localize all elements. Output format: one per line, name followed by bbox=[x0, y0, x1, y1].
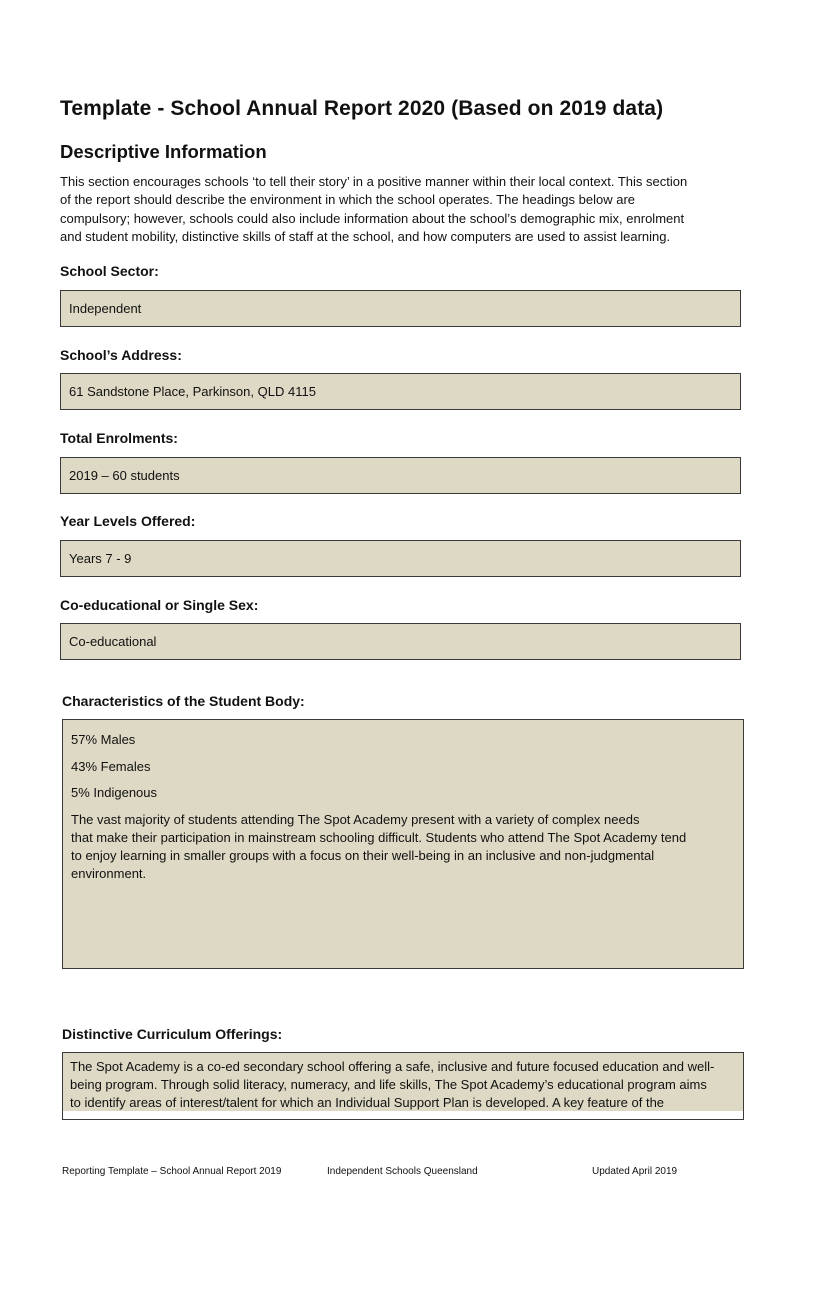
school-address-field[interactable]: 61 Sandstone Place, Parkinson, QLD 4115 bbox=[60, 373, 741, 410]
year-levels-field[interactable]: Years 7 - 9 bbox=[60, 540, 741, 577]
footer-left: Reporting Template – School Annual Report 2019 bbox=[62, 1166, 282, 1177]
curriculum-label: Distinctive Curriculum Offerings: bbox=[62, 1026, 283, 1042]
section-title: Descriptive Information bbox=[60, 141, 267, 162]
school-sector-field[interactable]: Independent bbox=[60, 290, 741, 327]
student-body-field[interactable] bbox=[62, 719, 744, 969]
student-body-line: environment. bbox=[71, 865, 147, 881]
footer-right: Updated April 2019 bbox=[592, 1166, 678, 1177]
curriculum-paragraph bbox=[63, 1053, 743, 1111]
page-title: Template - School Annual Report 2020 (Based on 2019 data) bbox=[60, 97, 664, 120]
curriculum-line: The Spot Academy is a co-ed secondary school offering a safe, inclusive and future focused education and well- bbox=[70, 1059, 715, 1074]
intro-line: and student mobility, distinctive skills of staff at the school, and how computers are used to assist learning. bbox=[60, 228, 671, 244]
stat-indigenous: 5% Indigenous bbox=[71, 785, 158, 800]
student-body-label: Characteristics of the Student Body: bbox=[62, 693, 305, 709]
student-body-line: to enjoy learning in smaller groups with a focus on their well-being in an inclusive and non-judgmental bbox=[71, 847, 655, 863]
intro-paragraph bbox=[60, 173, 740, 246]
footer-center: Independent Schools Queensland bbox=[327, 1166, 478, 1177]
year-levels-label: Year Levels Offered: bbox=[60, 513, 196, 529]
coed-field[interactable]: Co-educational bbox=[60, 623, 741, 660]
student-body-paragraph bbox=[71, 811, 735, 883]
curriculum-line: to identify areas of interest/talent for which an Individual Support Plan is developed. A key feature of the bbox=[70, 1095, 665, 1110]
intro-line: of the report should describe the environment in which the school operates. The headings below are bbox=[60, 192, 636, 208]
student-body-line: that make their participation in mainstream schooling difficult. Students who attend The Spot Academy tend bbox=[71, 829, 687, 845]
intro-line: This section encourages schools ‘to tell their story’ in a positive manner within their local context. This section bbox=[60, 174, 688, 189]
coed-label: Co-educational or Single Sex: bbox=[60, 597, 259, 613]
student-body-line: The vast majority of students attending The Spot Academy present with a variety of complex needs bbox=[71, 811, 640, 827]
curriculum-field[interactable] bbox=[62, 1052, 744, 1120]
total-enrolments-field[interactable]: 2019 – 60 students bbox=[60, 457, 741, 494]
intro-line: compulsory; however, schools could also include information about the school’s demographic mix, enrolment bbox=[60, 210, 685, 226]
stat-females: 43% Females bbox=[71, 758, 151, 774]
curriculum-line: being program. Through solid literacy, numeracy, and life skills, The Spot Academy’s educational program aims bbox=[70, 1077, 707, 1092]
school-sector-label: School Sector: bbox=[60, 263, 159, 279]
total-enrolments-label: Total Enrolments: bbox=[60, 430, 178, 446]
school-address-label: School’s Address: bbox=[60, 347, 182, 363]
stat-males: 57% Males bbox=[71, 732, 136, 747]
